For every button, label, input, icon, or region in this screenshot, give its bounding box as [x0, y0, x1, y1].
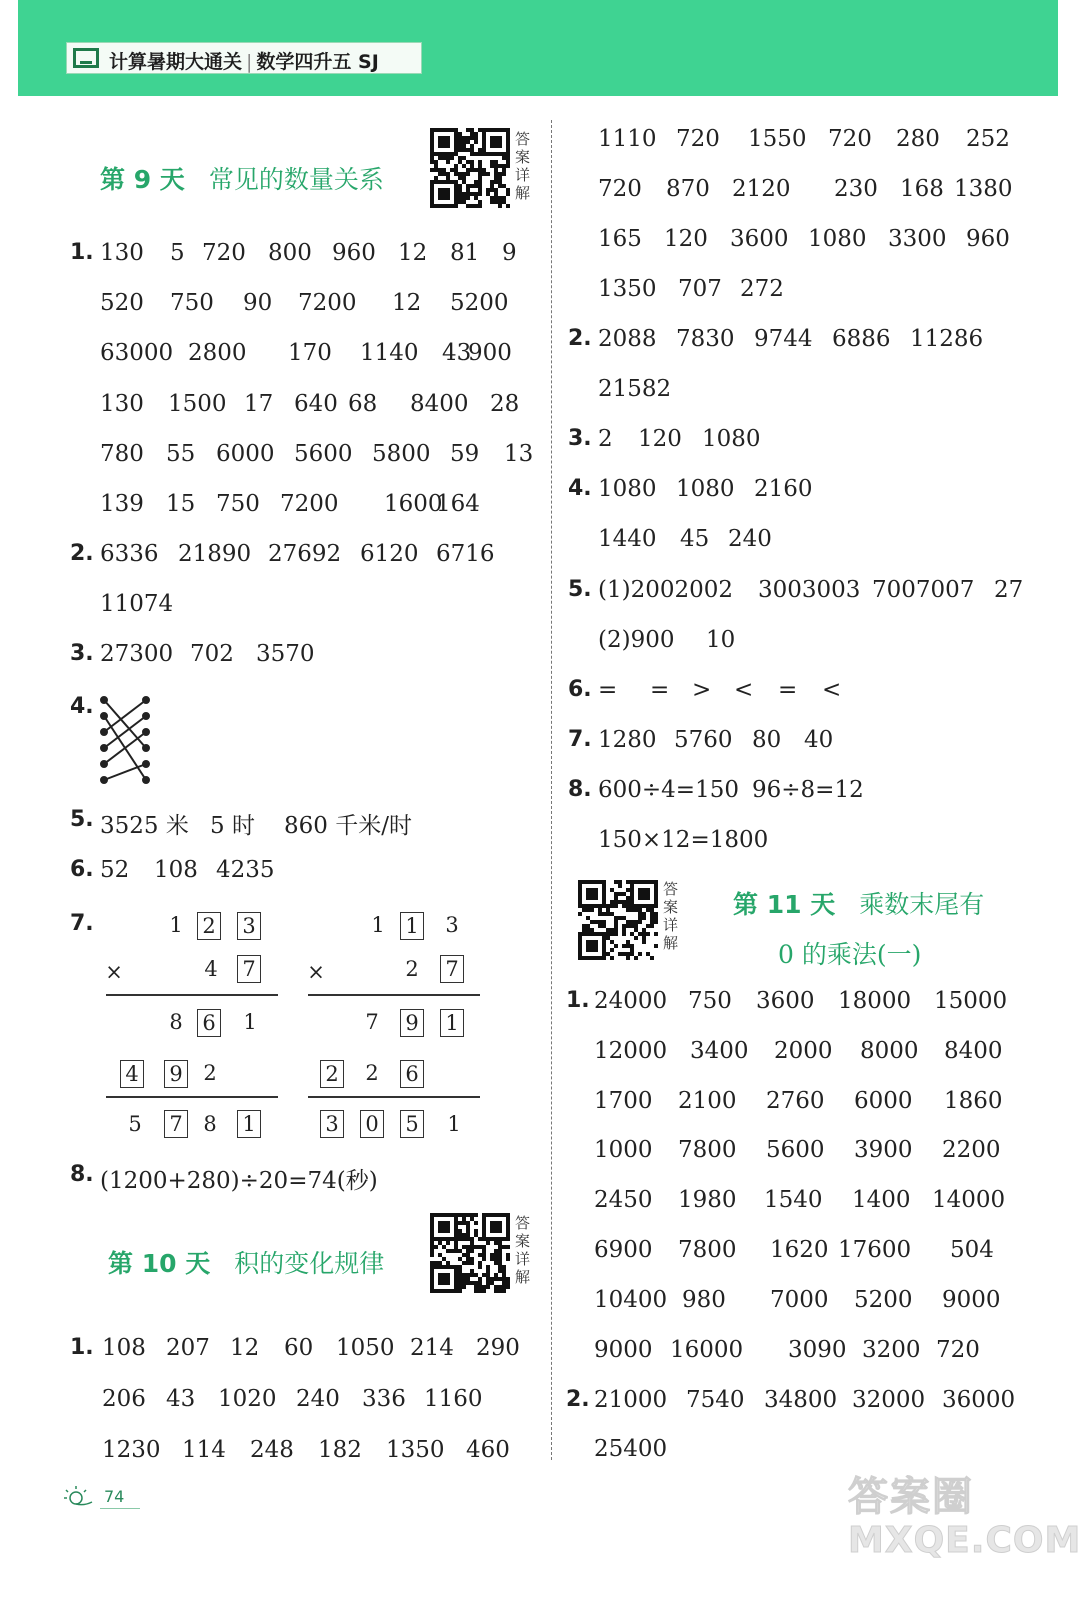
filled-box: 0	[360, 1110, 384, 1138]
q4-number: 4.	[70, 694, 94, 719]
answer-value: 1440	[598, 526, 657, 552]
question-number: 2.	[566, 1387, 590, 1412]
filled-box: 1	[400, 912, 424, 940]
answer-value: 12	[230, 1335, 260, 1361]
filled-box: 9	[400, 1009, 424, 1037]
qr-label: 答案详解	[515, 1214, 531, 1286]
answer-value: 5200	[854, 1286, 913, 1313]
answer-value: 32000	[852, 1387, 926, 1413]
question-number: 5.	[70, 807, 94, 832]
answer-value: 150×12=1800	[598, 827, 769, 853]
digit: 4	[204, 957, 218, 981]
answer-value: 2120	[732, 176, 791, 202]
answer-value: 1280	[598, 727, 657, 753]
answer-value: 5760	[674, 727, 733, 753]
filled-box: 2	[197, 912, 221, 940]
question-number: 4.	[568, 476, 592, 501]
filled-box: 7	[164, 1110, 188, 1138]
book-tag	[66, 42, 422, 74]
answer-value: 5200	[450, 290, 509, 317]
answer-value: 1160	[424, 1386, 483, 1412]
digit: 1	[169, 913, 183, 937]
answer-value: 1140	[360, 340, 419, 367]
filled-box: 9	[164, 1060, 188, 1088]
answer-value: 1080	[702, 426, 761, 452]
answer-value: 3090	[788, 1336, 847, 1363]
answer-value: 2	[598, 426, 613, 452]
answer-value: 43	[442, 340, 472, 367]
answer-value: 7800	[678, 1137, 737, 1164]
answer-value: 108	[154, 857, 198, 883]
filled-box: 1	[440, 1009, 464, 1037]
filled-box: 2	[320, 1060, 344, 1088]
watermark-url: MXQE.COM	[848, 1520, 1082, 1561]
digit: 2	[203, 1061, 217, 1085]
digit: 5	[128, 1112, 142, 1136]
answer-value: 214	[410, 1335, 454, 1361]
answer-value: 1550	[748, 126, 807, 152]
answer-value: 248	[250, 1437, 294, 1463]
qr-code-icon[interactable]	[430, 1213, 510, 1293]
answer-value: 1000	[594, 1137, 653, 1164]
filled-box: 6	[197, 1009, 221, 1037]
answer-value: 750	[216, 491, 260, 517]
answer-value: 1080	[808, 226, 867, 252]
answer-value: 6336	[100, 541, 159, 567]
answer-value: 720	[936, 1336, 980, 1363]
answer-value: 182	[318, 1437, 362, 1463]
answer-value: 7200	[298, 290, 357, 317]
question-number: 8.	[70, 1162, 94, 1187]
answer-value: 9744	[754, 326, 813, 352]
question-number: 7.	[568, 727, 592, 752]
question-number: 2.	[568, 326, 592, 351]
qr-label: 答案详解	[663, 880, 679, 952]
answer-value: 1350	[598, 276, 657, 302]
answer-value: 2800	[188, 340, 247, 367]
answer-value: 27300	[100, 641, 174, 667]
answer-value: 860 千米/时	[284, 813, 412, 839]
answer-value: 17	[244, 390, 274, 417]
answer-value: 63000	[100, 340, 174, 367]
underline	[106, 1096, 278, 1098]
answer-value: 1020	[218, 1386, 277, 1412]
underline	[308, 994, 480, 996]
answer-value: 6000	[216, 440, 275, 467]
answer-value: 59	[450, 440, 480, 467]
answer-value: 3600	[756, 988, 815, 1014]
answer-value: 3400	[690, 1037, 749, 1064]
answer-value: 720	[598, 176, 642, 202]
question-number: 6.	[568, 677, 592, 702]
answer-value: 780	[100, 440, 144, 467]
matching-diagram	[96, 690, 156, 790]
answer-value: 750	[688, 988, 732, 1014]
answer-value: 960	[332, 240, 376, 266]
answer-value: 7800	[678, 1237, 737, 1263]
question-number: 1.	[566, 988, 590, 1013]
answer-value: 6900	[594, 1237, 653, 1263]
answer-value: <	[734, 677, 754, 703]
question-number: 1.	[70, 1335, 94, 1360]
answer-value: 1540	[764, 1187, 823, 1214]
answer-value: 1080	[598, 476, 657, 502]
answer-value: 336	[362, 1386, 406, 1412]
digit: 8	[203, 1112, 217, 1136]
answer-value: 720	[676, 126, 720, 152]
answer-value: 1400	[852, 1187, 911, 1214]
question-number: 6.	[70, 857, 94, 882]
digit: 8	[169, 1010, 183, 1034]
answer-value: 600÷4=150	[598, 777, 739, 803]
filled-box: 3	[320, 1110, 344, 1138]
answer-value: 36000	[942, 1387, 1016, 1413]
day11-title: 第 11 天 乘数末尾有	[733, 890, 985, 919]
answer-value: 28	[490, 390, 520, 417]
question-number: 3.	[568, 426, 592, 451]
answer-value: (2)900	[598, 627, 675, 653]
answer-value: 43	[166, 1386, 196, 1412]
answer-value: 17600	[838, 1237, 912, 1263]
answer-value: 120	[638, 426, 682, 452]
answer-value: 800	[268, 240, 312, 266]
answer-value: 2200	[942, 1137, 1001, 1164]
answer-value: 1980	[678, 1187, 737, 1214]
answer-value: 230	[834, 176, 878, 202]
answer-value: 870	[666, 176, 710, 202]
answer-value: 7200	[280, 491, 339, 517]
answer-value: 10400	[594, 1286, 668, 1313]
filled-box: 7	[237, 955, 261, 983]
answer-value: 520	[100, 290, 144, 317]
digit: 1	[243, 1010, 257, 1034]
answer-value: (1)2002002	[598, 577, 734, 603]
answer-value: 120	[664, 226, 708, 252]
qr-code-icon[interactable]	[430, 128, 510, 208]
question-number: 8.	[568, 777, 592, 802]
answer-value: 15000	[934, 988, 1008, 1014]
answer-value: (1200+280)÷20=74(秒)	[100, 1168, 378, 1194]
answer-value: 80	[752, 727, 782, 753]
digit: 2	[365, 1061, 379, 1085]
underline	[106, 994, 278, 996]
question-number: 5.	[568, 577, 592, 602]
answer-value: 108	[102, 1335, 146, 1361]
answer-value: 4235	[216, 857, 275, 883]
answer-value: 720	[202, 240, 246, 266]
answer-value: 7830	[676, 326, 735, 352]
answer-value: 272	[740, 276, 784, 302]
answer-value: 25400	[594, 1436, 668, 1462]
answer-value: 165	[598, 226, 642, 252]
answer-value: <	[822, 677, 842, 703]
answer-value: 5600	[294, 440, 353, 467]
answer-value: 1620	[770, 1237, 829, 1263]
page-number: 74	[104, 1487, 125, 1506]
watermark-logo: 答案圈	[848, 1474, 974, 1520]
answer-value: 960	[966, 226, 1010, 252]
answer-value: 1700	[594, 1087, 653, 1114]
answer-value: 504	[950, 1237, 994, 1263]
answer-value: 9000	[594, 1336, 653, 1363]
day9-title: 第 9 天 常见的数量关系	[100, 165, 384, 194]
answer-value: 9	[502, 240, 517, 266]
answer-value: 3300	[888, 226, 947, 252]
answer-value: 2000	[774, 1037, 833, 1064]
answer-value: 707	[678, 276, 722, 302]
answer-value: 2160	[754, 476, 813, 502]
answer-value: 7540	[686, 1387, 745, 1413]
answer-value: 2760	[766, 1087, 825, 1114]
answer-value: 900	[468, 340, 512, 367]
answer-value: 460	[466, 1437, 510, 1463]
question-number: 1.	[70, 240, 94, 265]
answer-value: 164	[436, 491, 480, 517]
answer-value: 640	[294, 390, 338, 417]
digit: 1	[371, 913, 385, 937]
answer-value: 1050	[336, 1335, 395, 1361]
filled-box: 5	[400, 1110, 424, 1138]
answer-value: 5800	[372, 440, 431, 467]
question-number: 2.	[70, 541, 94, 566]
answer-value: 11074	[100, 591, 174, 617]
answer-value: 5	[170, 240, 185, 266]
answer-value: 27	[994, 577, 1024, 603]
answer-value: 21000	[594, 1387, 668, 1413]
answer-value: 21582	[598, 376, 672, 402]
digit: 7	[365, 1010, 379, 1034]
answer-value: 170	[288, 340, 332, 367]
book-icon	[73, 48, 99, 68]
answer-value: 40	[804, 727, 834, 753]
answer-value: 139	[100, 491, 144, 517]
answer-value: 11286	[910, 326, 984, 352]
answer-value: 720	[828, 126, 872, 152]
answer-value: 24000	[594, 988, 668, 1014]
digit: 3	[445, 913, 459, 937]
answer-value: 980	[682, 1286, 726, 1313]
answer-value: 18000	[838, 988, 912, 1014]
column-divider	[551, 120, 552, 1460]
answer-value: 14000	[932, 1187, 1006, 1214]
qr-label: 答案详解	[515, 130, 531, 202]
answer-value: 96÷8=12	[752, 777, 864, 803]
answer-value: 8400	[944, 1037, 1003, 1064]
answer-value: 60	[284, 1335, 314, 1361]
answer-value: 45	[680, 526, 710, 552]
answer-value: 5 时	[210, 813, 255, 839]
answer-value: 2100	[678, 1087, 737, 1114]
filled-box: 7	[440, 955, 464, 983]
answer-value: 206	[102, 1386, 146, 1412]
answer-value: 207	[166, 1335, 210, 1361]
question-number: 3.	[70, 641, 94, 666]
digit: 1	[447, 1112, 461, 1136]
book-title: 计算暑期大通关 | 数学四升五 SJ	[109, 51, 379, 73]
answer-value: >	[692, 677, 712, 703]
answer-value: =	[650, 677, 670, 703]
page-rule	[100, 1508, 140, 1509]
answer-value: 114	[182, 1437, 226, 1463]
answer-value: 27692	[268, 541, 342, 567]
answer-value: 8000	[860, 1037, 919, 1064]
answer-value: 9000	[942, 1286, 1001, 1313]
answer-value: 130	[100, 240, 144, 266]
answer-value: =	[598, 677, 618, 703]
digit: 2	[405, 957, 419, 981]
day10-title: 第 10 天 积的变化规律	[108, 1249, 385, 1278]
filled-box: 3	[237, 912, 261, 940]
answer-value: 130	[100, 390, 144, 417]
answer-value: 750	[170, 290, 214, 317]
answer-value: 1500	[168, 390, 227, 417]
filled-box: 1	[237, 1110, 261, 1138]
filled-box: 6	[400, 1060, 424, 1088]
answer-value: 7000	[770, 1286, 829, 1313]
answer-value: 34800	[764, 1387, 838, 1413]
day11-title-line2: 0 的乘法(一)	[778, 940, 922, 969]
answer-value: 240	[296, 1386, 340, 1412]
filled-box: 4	[120, 1060, 144, 1088]
answer-value: 12000	[594, 1037, 668, 1064]
answer-value: 1230	[102, 1437, 161, 1463]
qr-code-icon[interactable]	[578, 880, 658, 960]
answer-value: 168	[900, 176, 944, 202]
times-sign: ×	[105, 960, 123, 984]
answer-value: 7007007	[872, 577, 975, 603]
answer-value: 6886	[832, 326, 891, 352]
answer-value: 252	[966, 126, 1010, 152]
answer-value: 1600	[384, 491, 443, 517]
answer-value: 1110	[598, 126, 657, 152]
answer-value: 12	[398, 240, 428, 266]
underline	[308, 1096, 480, 1098]
answer-value: 240	[728, 526, 772, 552]
answer-value: 1860	[944, 1087, 1003, 1114]
answer-value: 52	[100, 857, 130, 883]
answer-value: 21890	[178, 541, 252, 567]
answer-value: 1080	[676, 476, 735, 502]
q7-number: 7.	[70, 911, 94, 936]
answer-value: 290	[476, 1335, 520, 1361]
sun-icon	[62, 1484, 96, 1508]
answer-value: 90	[243, 290, 273, 317]
times-sign: ×	[307, 960, 325, 984]
answer-value: 3600	[730, 226, 789, 252]
answer-value: 1350	[386, 1437, 445, 1463]
answer-value: =	[778, 677, 798, 703]
answer-value: 2088	[598, 326, 657, 352]
answer-value: 702	[190, 641, 234, 667]
answer-value: 3900	[854, 1137, 913, 1164]
answer-value: 3570	[256, 641, 315, 667]
answer-value: 6120	[360, 541, 419, 567]
answer-value: 13	[504, 440, 534, 467]
answer-value: 8400	[410, 390, 469, 417]
answer-value: 1380	[954, 176, 1013, 202]
answer-value: 81	[450, 240, 480, 266]
answer-value: 12	[392, 290, 422, 317]
answer-value: 68	[348, 390, 378, 417]
answer-value: 55	[166, 440, 196, 467]
answer-value: 6000	[854, 1087, 913, 1114]
answer-value: 6716	[436, 541, 495, 567]
answer-value: 280	[896, 126, 940, 152]
answer-value: 2450	[594, 1187, 653, 1214]
answer-value: 5600	[766, 1137, 825, 1164]
answer-value: 16000	[670, 1336, 744, 1363]
answer-value: 10	[706, 627, 736, 653]
answer-value: 3525 米	[100, 813, 189, 839]
answer-value: 15	[166, 491, 196, 517]
answer-value: 3003003	[758, 577, 861, 603]
answer-value: 3200	[862, 1336, 921, 1363]
